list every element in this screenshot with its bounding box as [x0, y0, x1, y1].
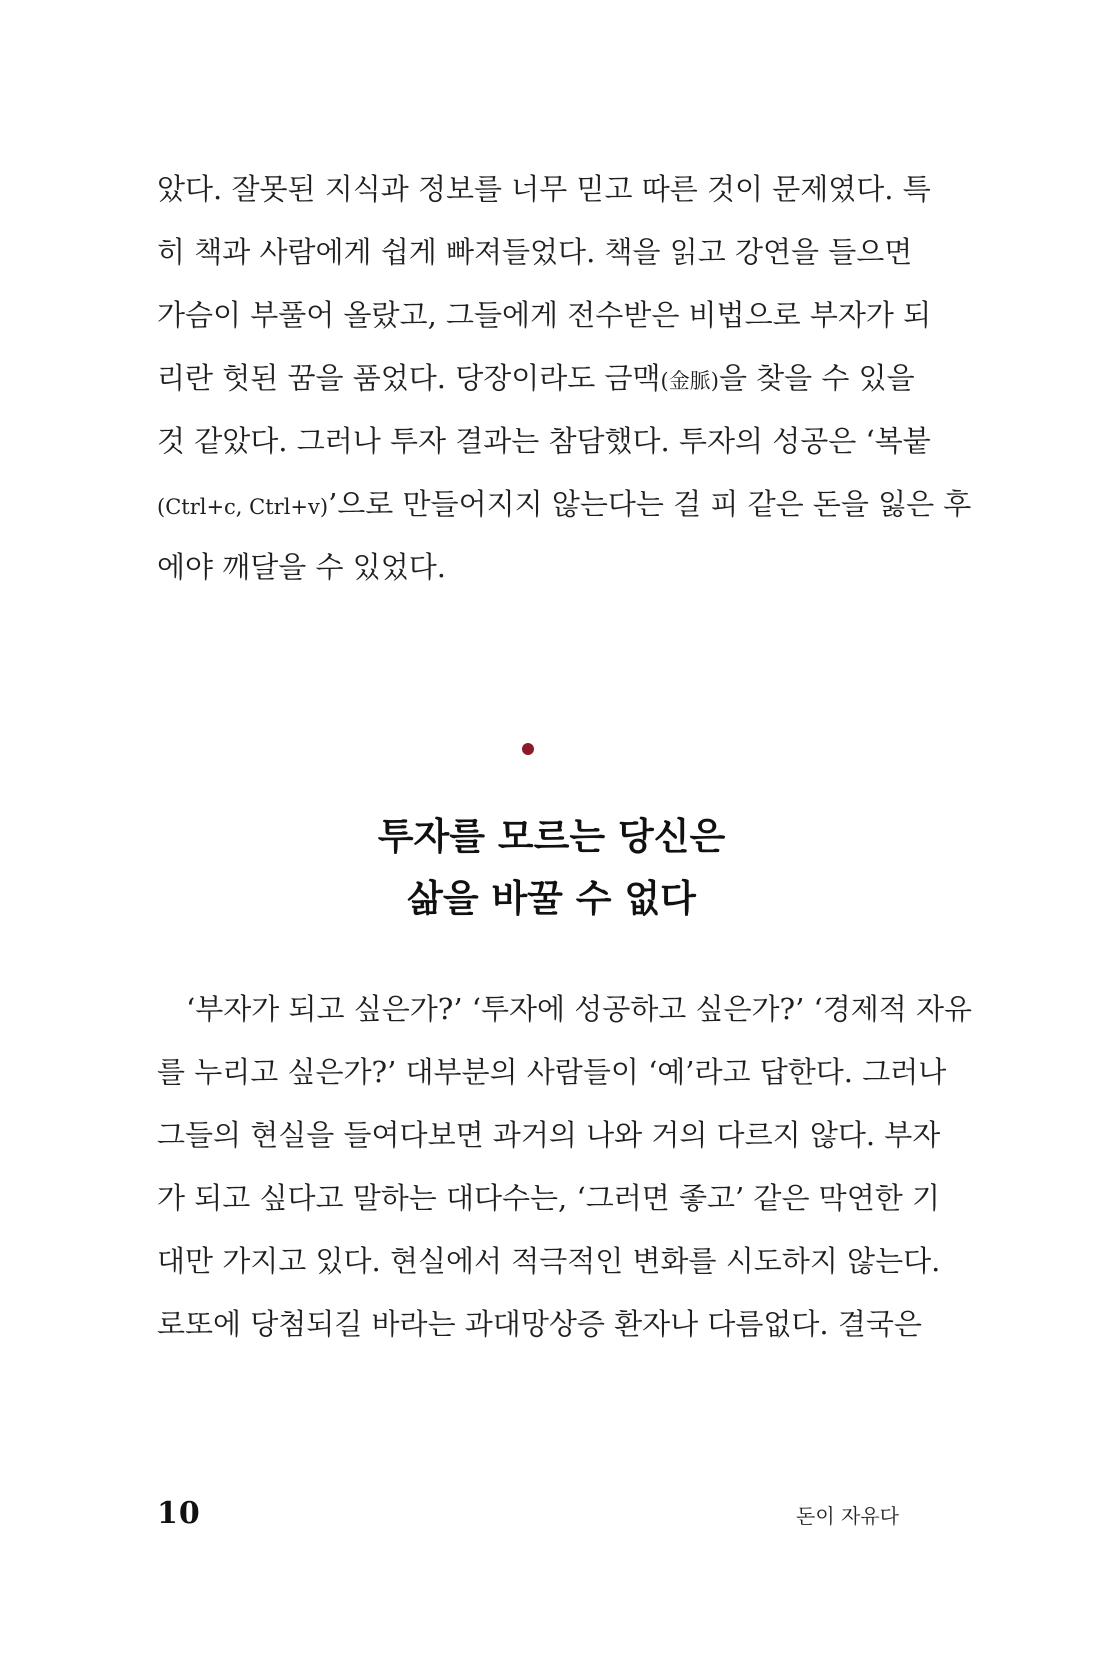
shortcut-annotation: (Ctrl+c, Ctrl+v): [157, 495, 329, 519]
page-number: 10: [157, 1496, 201, 1531]
text-line: 히 책과 사람에게 쉽게 빠져들었다. 책을 읽고 강연을 들으면: [157, 235, 913, 269]
text-line: 에야 깨달을 수 있었다.: [157, 550, 446, 584]
book-title: 돈이 자유다: [796, 1504, 899, 1528]
heading-line: 삶을 바꿀 수 없다: [407, 876, 696, 920]
text-run: 을 찾을 수 있을: [718, 361, 915, 395]
section-heading: [0, 806, 1103, 930]
text-line: 가슴이 부풀어 올랐고, 그들에게 전수받은 비법으로 부자가 되: [157, 298, 932, 332]
text-line: 대만 가지고 있다. 현실에서 적극적인 변화를 시도하지 않는다.: [157, 1244, 941, 1278]
text-line: [157, 347, 915, 410]
text-line: 를 누리고 싶은가?’ 대부분의 사람들이 ‘예’라고 답한다. 그러나: [157, 1055, 947, 1089]
heading-line: 투자를 모르는 당신은: [377, 814, 726, 858]
text-line: ‘부자가 되고 싶은가?’ ‘투자에 성공하고 싶은가?’ ‘경제적 자유: [157, 992, 973, 1026]
text-line: 로또에 당첨되길 바라는 과대망상증 환자나 다름없다. 결국은: [157, 1307, 922, 1341]
text-run: 리란 헛된 꿈을 품었다. 당장이라도 금맥: [157, 361, 661, 395]
section-marker-dot: [522, 743, 534, 755]
body-paragraph-top: [157, 158, 972, 599]
text-line: 가 되고 싶다고 말하는 대다수는, ‘그러면 좋고’ 같은 막연한 기: [157, 1181, 940, 1215]
text-line: 것 같았다. 그러나 투자 결과는 참담했다. 투자의 성공은 ‘복붙: [157, 424, 931, 458]
text-line: [157, 473, 972, 536]
text-line: 그들의 현실을 들여다보면 과거의 나와 거의 다르지 않다. 부자: [157, 1118, 941, 1152]
text-line: 았다. 잘못된 지식과 정보를 너무 믿고 따른 것이 문제였다. 특: [157, 172, 931, 206]
hanja-annotation: (金脈): [660, 369, 719, 393]
body-paragraph-bottom: [157, 978, 973, 1356]
text-run: ’으로 만들어지지 않는다는 걸 피 같은 돈을 잃은 후: [328, 487, 972, 521]
